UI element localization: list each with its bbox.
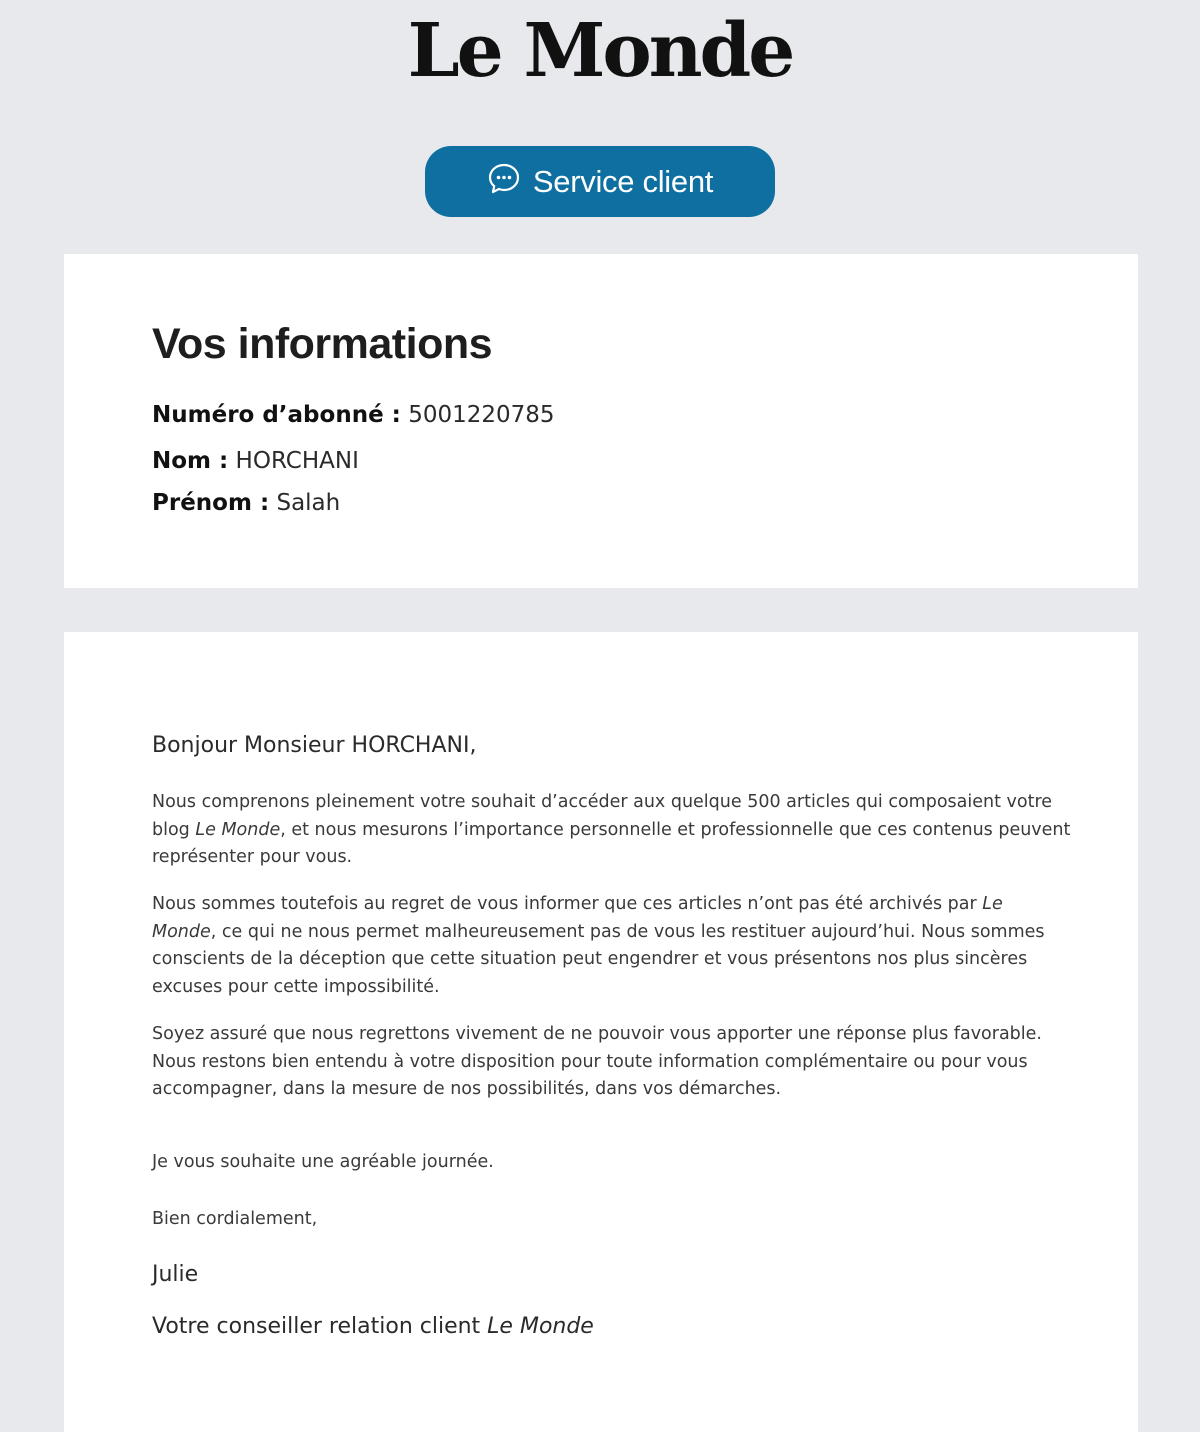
le-monde-italic: Le Monde [152,894,1003,942]
service-client-label: Service client [532,163,714,199]
paragraph-1: Nous comprenons pleinement votre souhait d’accéder aux quelque 500 articles qui composaient votre blog Le Monde, et nous mesurons l’importance personnelle et professionnelle que ces contenus peuvent représenter pour vous. [152,792,1071,867]
chat-bubble-icon [487,162,521,196]
closing: Bien cordialement, [152,1209,318,1229]
service-client-button[interactable] [425,146,775,217]
firstname-value: Salah [276,490,341,516]
firstname-row [152,490,340,516]
le-monde-logo: Le Monde [407,8,793,94]
lastname-label: Nom : [152,448,229,474]
message-card [64,632,1138,1432]
subscriber-number-value: 5001220785 [408,402,555,428]
subscriber-number-row [152,402,555,428]
signature-role: Votre conseiller relation client Le Monde [152,1314,594,1339]
greeting: Bonjour Monsieur HORCHANI, [152,733,477,758]
le-monde-italic: Le Monde [487,1314,594,1339]
paragraph-3: Soyez assuré que nous regrettons vivement de ne pouvoir vous apporter une réponse plus favorable. Nous restons bien entendu à votre disposition pour toute information complémentaire ou pour vous accompagner, dans la mesure de nos possibilités, dans vos démarches. [152,1024,1042,1099]
lastname-value: HORCHANI [235,448,359,474]
subscriber-number-label: Numéro d’abonné : [152,402,401,428]
signature-name: Julie [152,1262,199,1287]
firstname-label: Prénom : [152,490,270,516]
paragraph-4: Je vous souhaite une agréable journée. [152,1152,494,1172]
info-title: Vos informations [152,320,493,368]
lastname-row [152,448,359,474]
le-monde-italic: Le Monde [195,819,281,840]
paragraph-2: Nous sommes toutefois au regret de vous informer que ces articles n’ont pas été archivés par Le Monde, ce qui ne nous permet malheureusement pas de vous les restituer aujourd’hui. Nous sommes conscients de la déception que cette situation peut engendrer et vous présentons nos plus sincères excuses pour cette impossibilité. [152,894,1045,997]
info-card [64,254,1138,588]
